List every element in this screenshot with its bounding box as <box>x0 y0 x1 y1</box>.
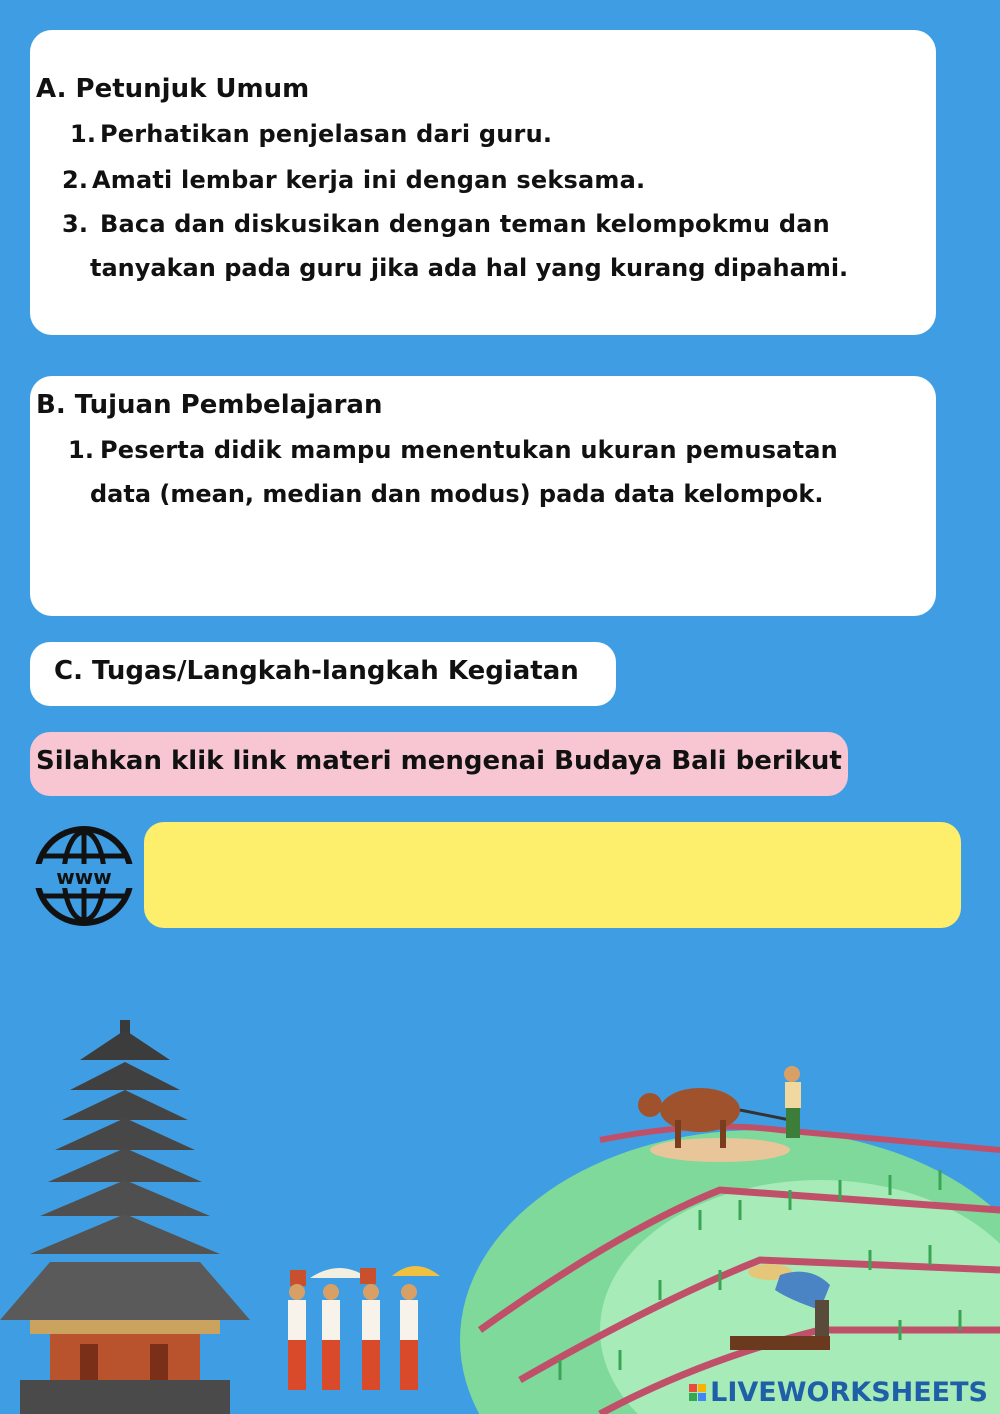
buffalo-plowing <box>638 1066 801 1162</box>
link-input-box[interactable] <box>144 822 961 928</box>
list-item: Peserta didik mampu menentukan ukuran pemusatan <box>100 436 838 464</box>
section-c-heading: C. Tugas/Langkah-langkah Kegiatan <box>54 656 579 686</box>
list-number: 3. <box>62 210 89 238</box>
pagoda-temple <box>0 1020 250 1414</box>
list-number: 1. <box>70 120 97 148</box>
section-a-heading: A. Petunjuk Umum <box>36 74 310 104</box>
brand-blocks-icon <box>689 1384 706 1401</box>
list-item: Perhatikan penjelasan dari guru. <box>100 120 553 148</box>
rice-field-hill <box>460 1127 1000 1414</box>
section-b-heading: B. Tujuan Pembelajaran <box>36 390 383 420</box>
www-label: www <box>56 865 112 889</box>
brand-text: LIVEWORKSHEETS <box>710 1377 988 1408</box>
www-globe-icon[interactable] <box>30 822 138 930</box>
bali-illustration <box>0 1000 1000 1414</box>
list-number: 1. <box>68 436 95 464</box>
list-item-continuation: tanyakan pada guru jika ada hal yang kurang dipahami. <box>90 254 849 282</box>
instruction-text: Silahkan klik link materi mengenai Budaya Bali berikut <box>36 746 842 776</box>
liveworksheets-logo <box>689 1377 988 1408</box>
list-item-continuation: data (mean, median dan modus) pada data kelompok. <box>90 480 824 508</box>
list-number: 2. <box>62 166 89 194</box>
list-item: Baca dan diskusikan dengan teman kelompokmu dan <box>100 210 830 238</box>
procession-people <box>288 1266 440 1390</box>
list-item: Amati lembar kerja ini dengan seksama. <box>92 166 646 194</box>
